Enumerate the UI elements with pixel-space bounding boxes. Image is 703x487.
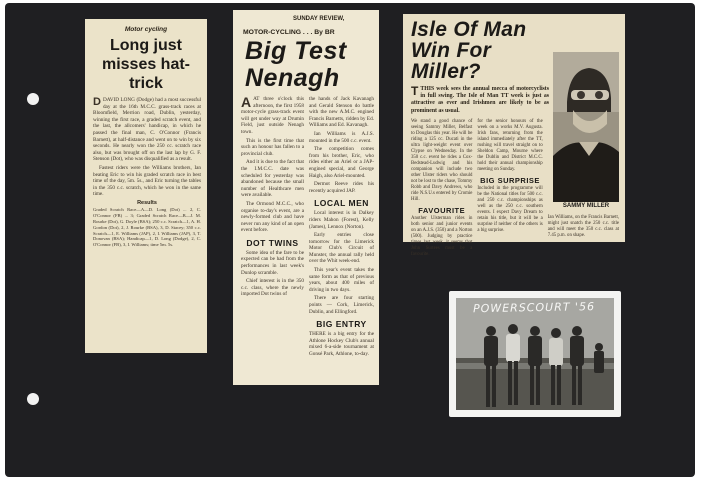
clipping-big-test-nenagh <box>233 10 379 385</box>
clip-middle-p2: This is the first time that such an honour has fallen to a provincial club. <box>241 137 304 157</box>
clipping-isle-of-man-win-for-miller <box>403 14 625 257</box>
photo-inscription: POWERSCOURT '56 <box>472 300 596 316</box>
binder-hole-bottom <box>27 393 39 405</box>
clip-middle-column-label: MOTOR-CYCLING . . . By BR <box>243 29 335 36</box>
clip-right-p3: for the senior honours of the week on a works M.V. Augusta. Irish fans, returning from the island immediately after the TT, rushing will travel straight on to Sheldon Camp, Mourne where the Dublin and District M.C.C. hold their annual championship meeting on Sunday. <box>477 118 543 172</box>
clip-middle-p1: AAT three o'clock this afternoon, the first 1958 motor-cycle grass-track event will get under way at Drumin Field, just outside Nenagh town. <box>241 94 304 135</box>
clip-middle-p6: Chief interest is in the 350 c.c. class, where the newly imported Dot twins of <box>241 278 304 298</box>
clip-middle-p12: Early entries close tomorrow for the Limerick Motor Club's Circuit of Munster, the annual rally held over the Whit week-end. <box>309 232 374 265</box>
clip-middle-p11: Local interest is in Dalkey riders Mahon (Forest), Kelly (James), Lennox (Norton). <box>309 210 374 230</box>
clip-middle-p5: Some idea of the fare to be expected can be had from the performances in last week's Dunlop scramble. <box>241 249 304 276</box>
clip-right-p2: Another Ulsterman rides in both senior and junior events on an A.J.S. (350) and a Norton (500). Judging by practice times last week, it seems that John Surtees must be a favourite. <box>411 215 473 257</box>
clip-middle-p1-text: AT three o'clock this afternoon, the first 1958 motor-cycle grass-track event will get under way at Drumin Field, just outside Nenagh town. <box>241 96 304 135</box>
clip-middle-p10: Dermot Reeve rides his recently acquired JAP. <box>309 181 374 194</box>
clip-right-caption: SAMMY MILLER <box>562 203 610 209</box>
sammy-miller-portrait <box>553 52 619 202</box>
clip-right-lead-text: THIS week sees the annual mecca of motorcyclists in full swing. The Isle of Man TT week is just as attractive as ever and Irishmen are likely to be as prominent as usual. <box>411 86 549 114</box>
clip-right-lead: TTHIS week sees the annual mecca of motorcyclists in full swing. The Isle of Man TT week is just as attractive as ever and Irishmen are likely to be as prominent as usual. <box>411 84 549 114</box>
clip-left-body-1: DDAVID LONG (Dodge) had a most successful day at the 16th M.C.C. grass-track races at Bloomfield, Merrion road, Dublin, yesterday, winning the first race, a graded scratch event, and the last, the allcomers' handicap, in which he passed the final man, C. O'Connor (Francis Barnett), at half-distance and went on to win by six seconds. He nearly won the 250 cc. scratch race also, but was brought off on the last lap by G. F. Stenson (Dot), who was disqualified as a result. <box>93 96 201 163</box>
clip-middle-subhead-local-men: LOCAL MEN <box>314 198 369 209</box>
powerscourt-photo <box>449 291 621 417</box>
clip-right-p1: We stand a good chance of seeing Sammy Miller, Belfast to Douglas this year. He will be riding a 125 cc. Ducati in the ultra light-weight event over Clypse on Wednesday. In the 350 c.c. event he rides a Cox-Bedstead-Ludwig and his companion will include two other Ulster riders who should not be lost to the chase, Tommy Robb and Davy Andrews, who ride N.S.U.s entered by Cromie Hill. <box>411 118 473 202</box>
clip-right-headline: Isle Of Man Win For Miller? <box>411 18 527 83</box>
clip-middle-p14: There are four starting points — Cork, Limerick, Dublin, and Ellingford. <box>309 295 374 315</box>
clip-left-body-2: Fastest riders were the Williams brothers, Ian beating Eric to win his graded scratch race in best time of the day, 5m. 5s., and Eric turning the tables in the 350 c.c. scratch, which he won in the same time. <box>93 164 201 198</box>
clip-right-subhead-big-surprise: BIG SURPRISE <box>480 175 540 185</box>
clip-left-results: Graded Scratch Race—A—D. Long (Dot) ... 2, C. O'Connor (FB) ... 3; Graded Scratch Race—B—J. M. Rourke (Dot), G. Doyle (BSA); 250 c.c. Scratch—1, A. H. Gordon (Dot), 2, J. Rourke (BSA), 3, D. Stacey; 350 c.c. Scratch—1, E. Williams (JAP), 2, I. Williams (JAP), 3, T. Donovan (BSA); Handicap—1, D. Long (Dodge), 2, C. O'Connor (FB), 3, I. Williams; time 5m. 5s. <box>93 206 201 248</box>
clip-middle-p7: the hands of Jack Kavanagh and Gerald Stenson do battle with the new A.M.C. engined Francis Barnetts, ridden by Ed. Williams and Ed. Kavanagh. <box>309 96 374 129</box>
clip-middle-subhead-dot-twins: DOT TWINS <box>246 237 299 248</box>
clip-middle-col-2 <box>309 96 374 358</box>
clip-right-subhead-favourite: FAVOURITE <box>418 205 466 215</box>
rider-portrait-image <box>553 52 619 202</box>
clip-right-p4: Included in the programme will be the National titles for 500 c.c. and 250 c.c. championships as well as the 250 c.c. southern events. I expect Davy Dream to retain his title, but it will be a surprise if neither of the others is a big surprise. <box>477 185 543 233</box>
binder-hole-top <box>27 93 39 105</box>
clip-right-p5: Ian Williams, on the Francis Barnett, might just snatch the 250 c.c. title and will meet the 350 c.c. class at 7.45 p.m. on shape. <box>547 214 619 238</box>
clip-middle-p4: The Ormond M.C.C., who organise to-day's event, are a newly-formed club and have never run any kind of an open event before. <box>241 200 304 234</box>
clip-left-results-label: Results <box>137 199 157 206</box>
clip-right-col-2 <box>477 119 542 258</box>
clip-middle-headline: Big Test Nenagh <box>245 37 347 92</box>
clip-right-col-1 <box>411 119 472 258</box>
clip-middle-p15: THERE is a big entry for the Athlone Hockey Club's annual mixed 6-a-side tournament at Gonsé Park, Athlone, to-day. <box>309 331 374 357</box>
clip-middle-subhead-big-entry: BIG ENTRY <box>316 319 367 330</box>
clip-middle-p3: And it is due to the fact that the I.M.C.C. date was scheduled for yesterday was abandoned because the small number of Healthcare men were available. <box>241 159 304 199</box>
scrapbook-page <box>5 3 695 477</box>
clip-left-headline: Long just misses hat-trick <box>101 37 191 92</box>
clip-left-body-1-text: DAVID LONG (Dodge) had a most successful day at the 16th M.C.C. grass-track races at Bloomfield, Merrion road, Dublin, yesterday, winning the first race, a graded scratch event, and the last, the allcomers' handicap, in which he passed the final man, C. O'Connor (Francis Barnett), at half-distance and went on to win by six seconds. He nearly won the 250 cc. scratch race also, but was brought off on the last lap by G. F. Stenson (Dot), who was disqualified as a result. <box>93 97 201 163</box>
clip-middle-col-1 <box>241 96 304 358</box>
clip-middle-p9: The competition comes from his brother, Eric, who rides either an Ariel or a JAP-engined special, and George Haigh, also Ariel-mounted. <box>309 146 374 179</box>
clip-middle-section-label: SUNDAY REVIEW, <box>293 16 345 22</box>
clip-middle-p8: Ian Williams is A.J.S. mounted in the 500 c.c. event. <box>309 130 374 144</box>
clip-middle-p13: This year's event takes the same form as that of previous years, about 400 miles of driving in two days. <box>309 267 374 293</box>
clipping-long-misses-hat-trick <box>85 19 207 353</box>
clip-left-section-label: Motor cycling <box>124 26 168 33</box>
